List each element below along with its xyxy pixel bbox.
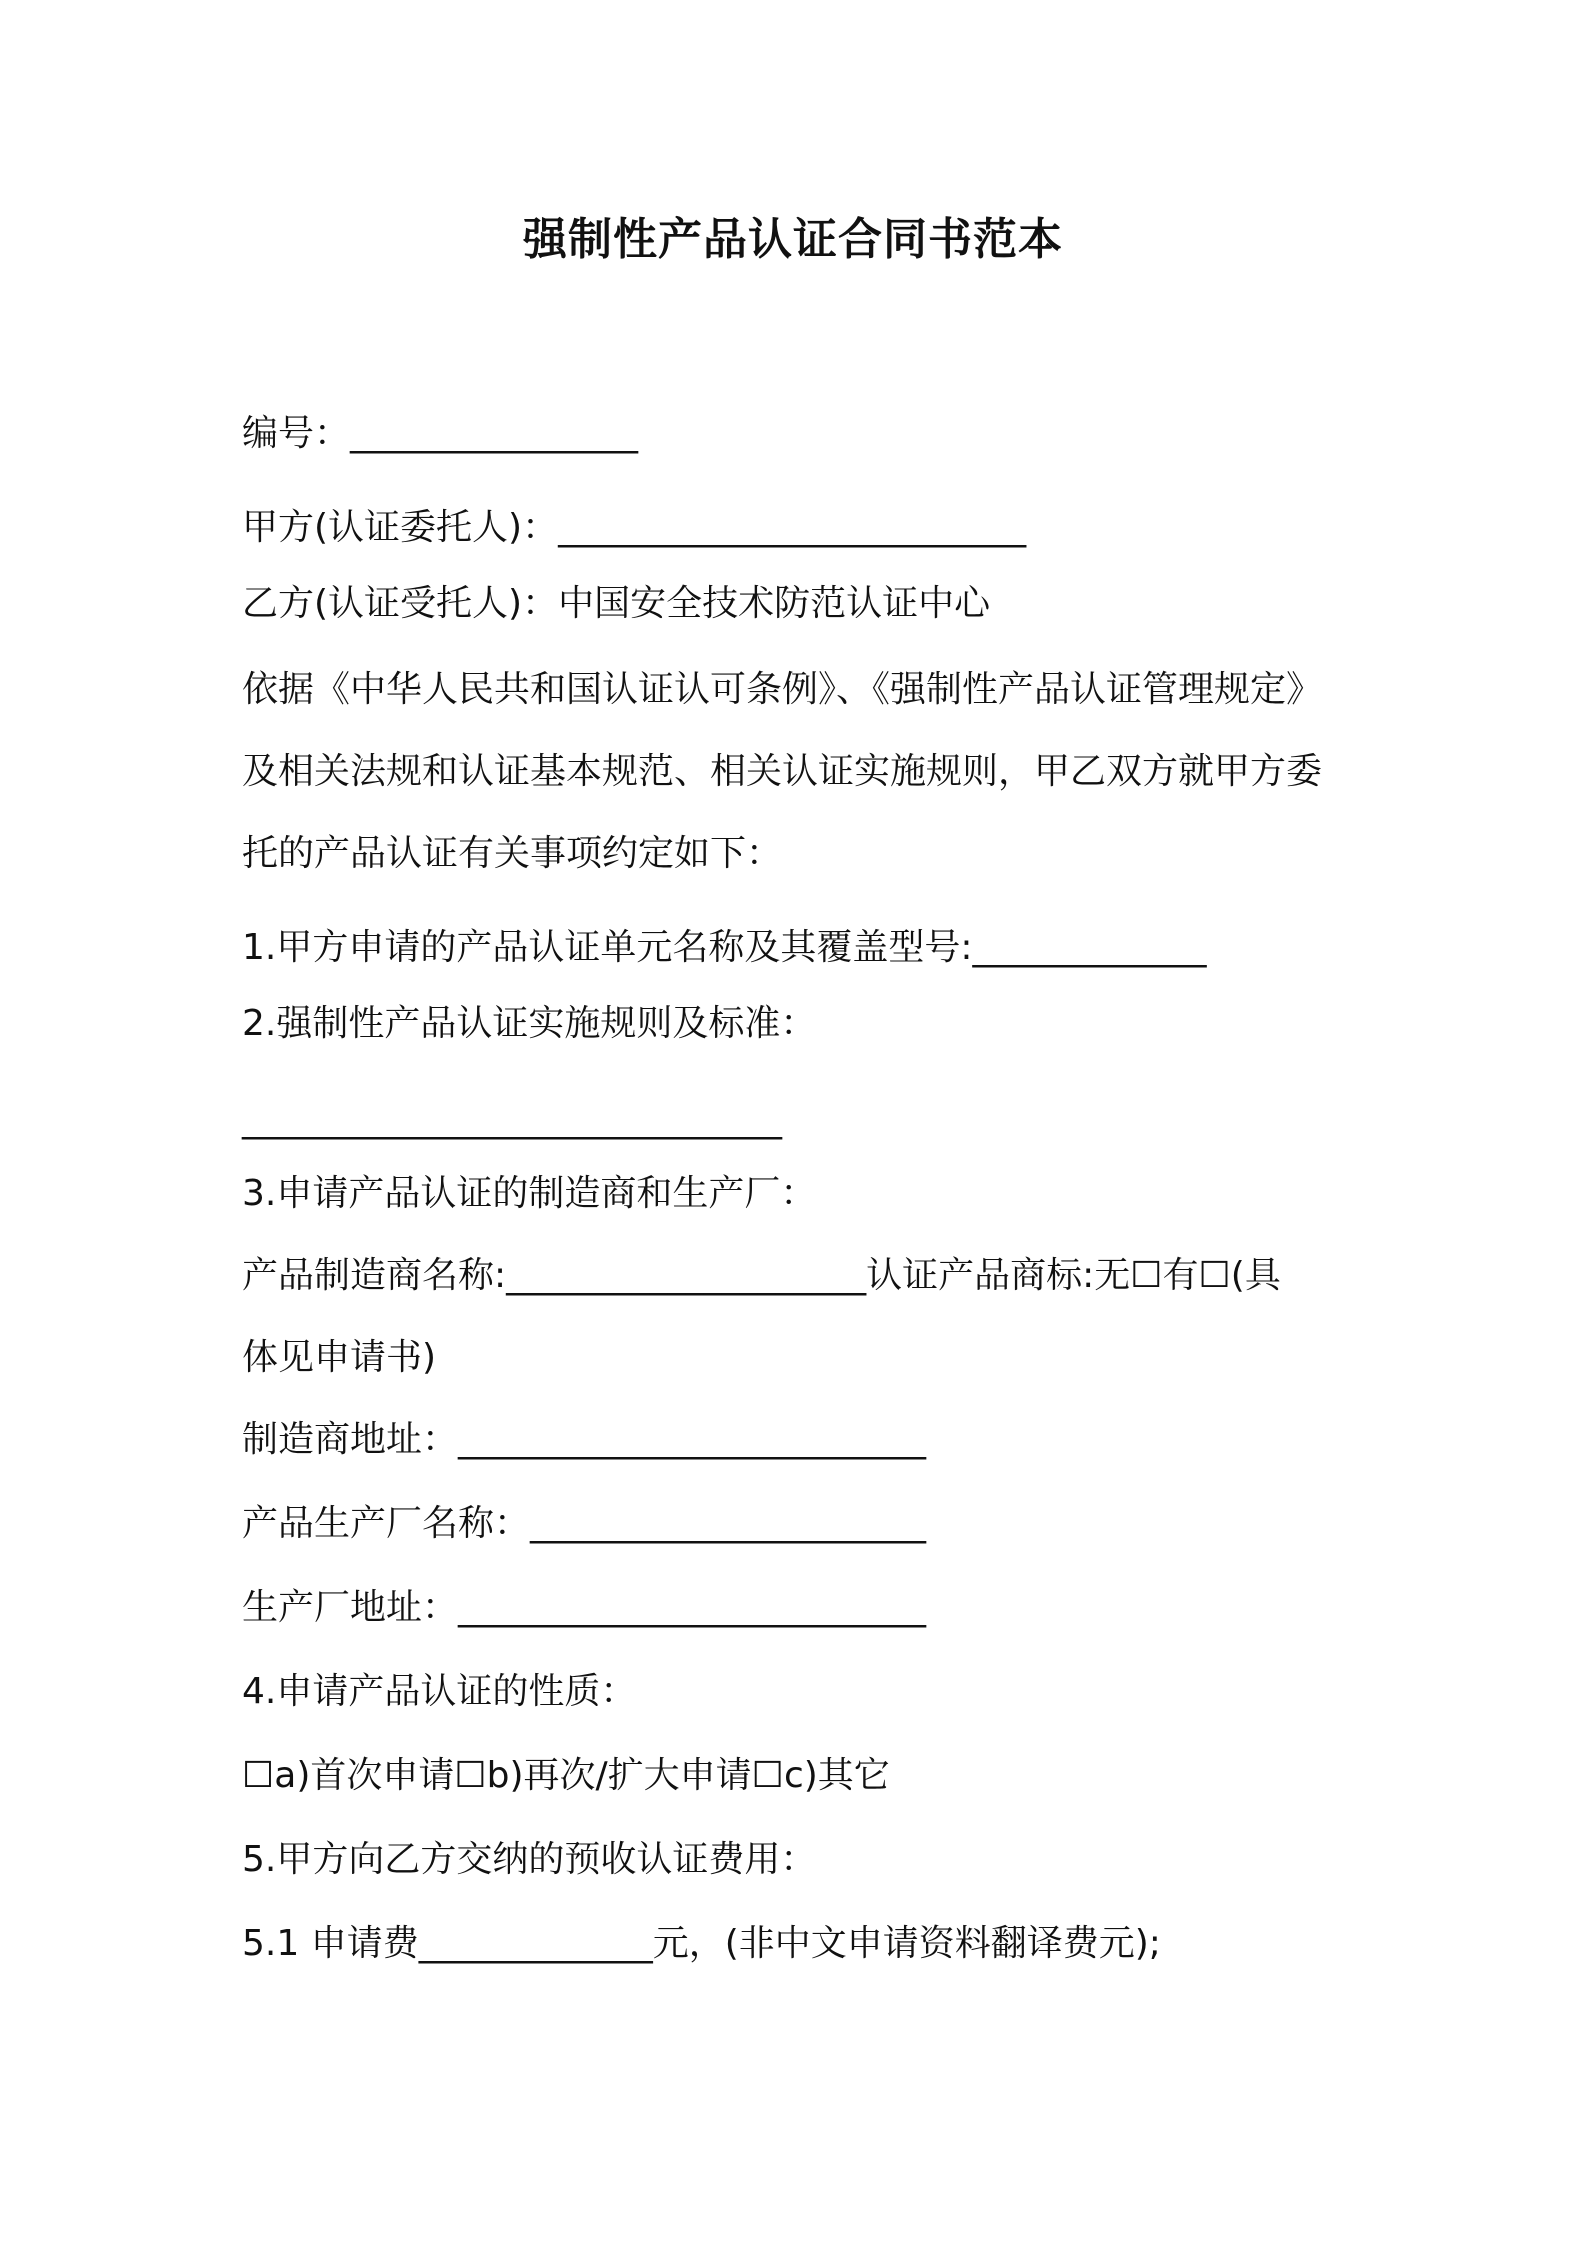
document-title: 强制性产品认证合同书范本	[523, 214, 1063, 265]
clause-3-line: 3.申请产品认证的制造商和生产厂：	[242, 1173, 817, 1214]
factory-address-line: 生产厂地址：__________________________	[242, 1587, 927, 1628]
clause-1-line: 1.甲方申请的产品认证单元名称及其覆盖型号:_____________	[242, 927, 1207, 968]
party-b-line: 乙方(认证受托人)：中国安全技术防范认证中心	[242, 583, 991, 624]
clause-4-line: 4.申请产品认证的性质：	[242, 1671, 637, 1712]
manufacturer-name-line: 产品制造商名称:____________________认证产品商标:无☐有☐(具	[242, 1255, 1281, 1296]
clause-2-line: 2.强制性产品认证实施规则及标准：	[242, 1003, 817, 1044]
clause-5-1-line: 5.1 申请费_____________元，(非中文申请资料翻译费元);	[242, 1923, 1161, 1964]
clause-2-blank-line: ______________________________	[242, 1099, 782, 1140]
factory-name-line: 产品生产厂名称：______________________	[242, 1503, 927, 1544]
preamble-line-2: 及相关法规和认证基本规范、相关认证实施规则，甲乙双方就甲方委	[242, 751, 1323, 792]
party-a-line: 甲方(认证委托人)：__________________________	[242, 507, 1027, 548]
manufacturer-address-line: 制造商地址：__________________________	[242, 1419, 927, 1460]
serial-number-line: 编号：________________	[242, 413, 639, 454]
application-type-line: ☐a)首次申请☐b)再次/扩大申请☐c)其它	[242, 1755, 890, 1796]
clause-5-line: 5.甲方向乙方交纳的预收认证费用：	[242, 1839, 817, 1880]
manufacturer-name-continued-line: 体见申请书)	[242, 1337, 437, 1378]
preamble-line-1: 依据《中华人民共和国认证认可条例》、《强制性产品认证管理规定》	[242, 669, 1323, 710]
preamble-line-3: 托的产品认证有关事项约定如下：	[242, 833, 783, 874]
